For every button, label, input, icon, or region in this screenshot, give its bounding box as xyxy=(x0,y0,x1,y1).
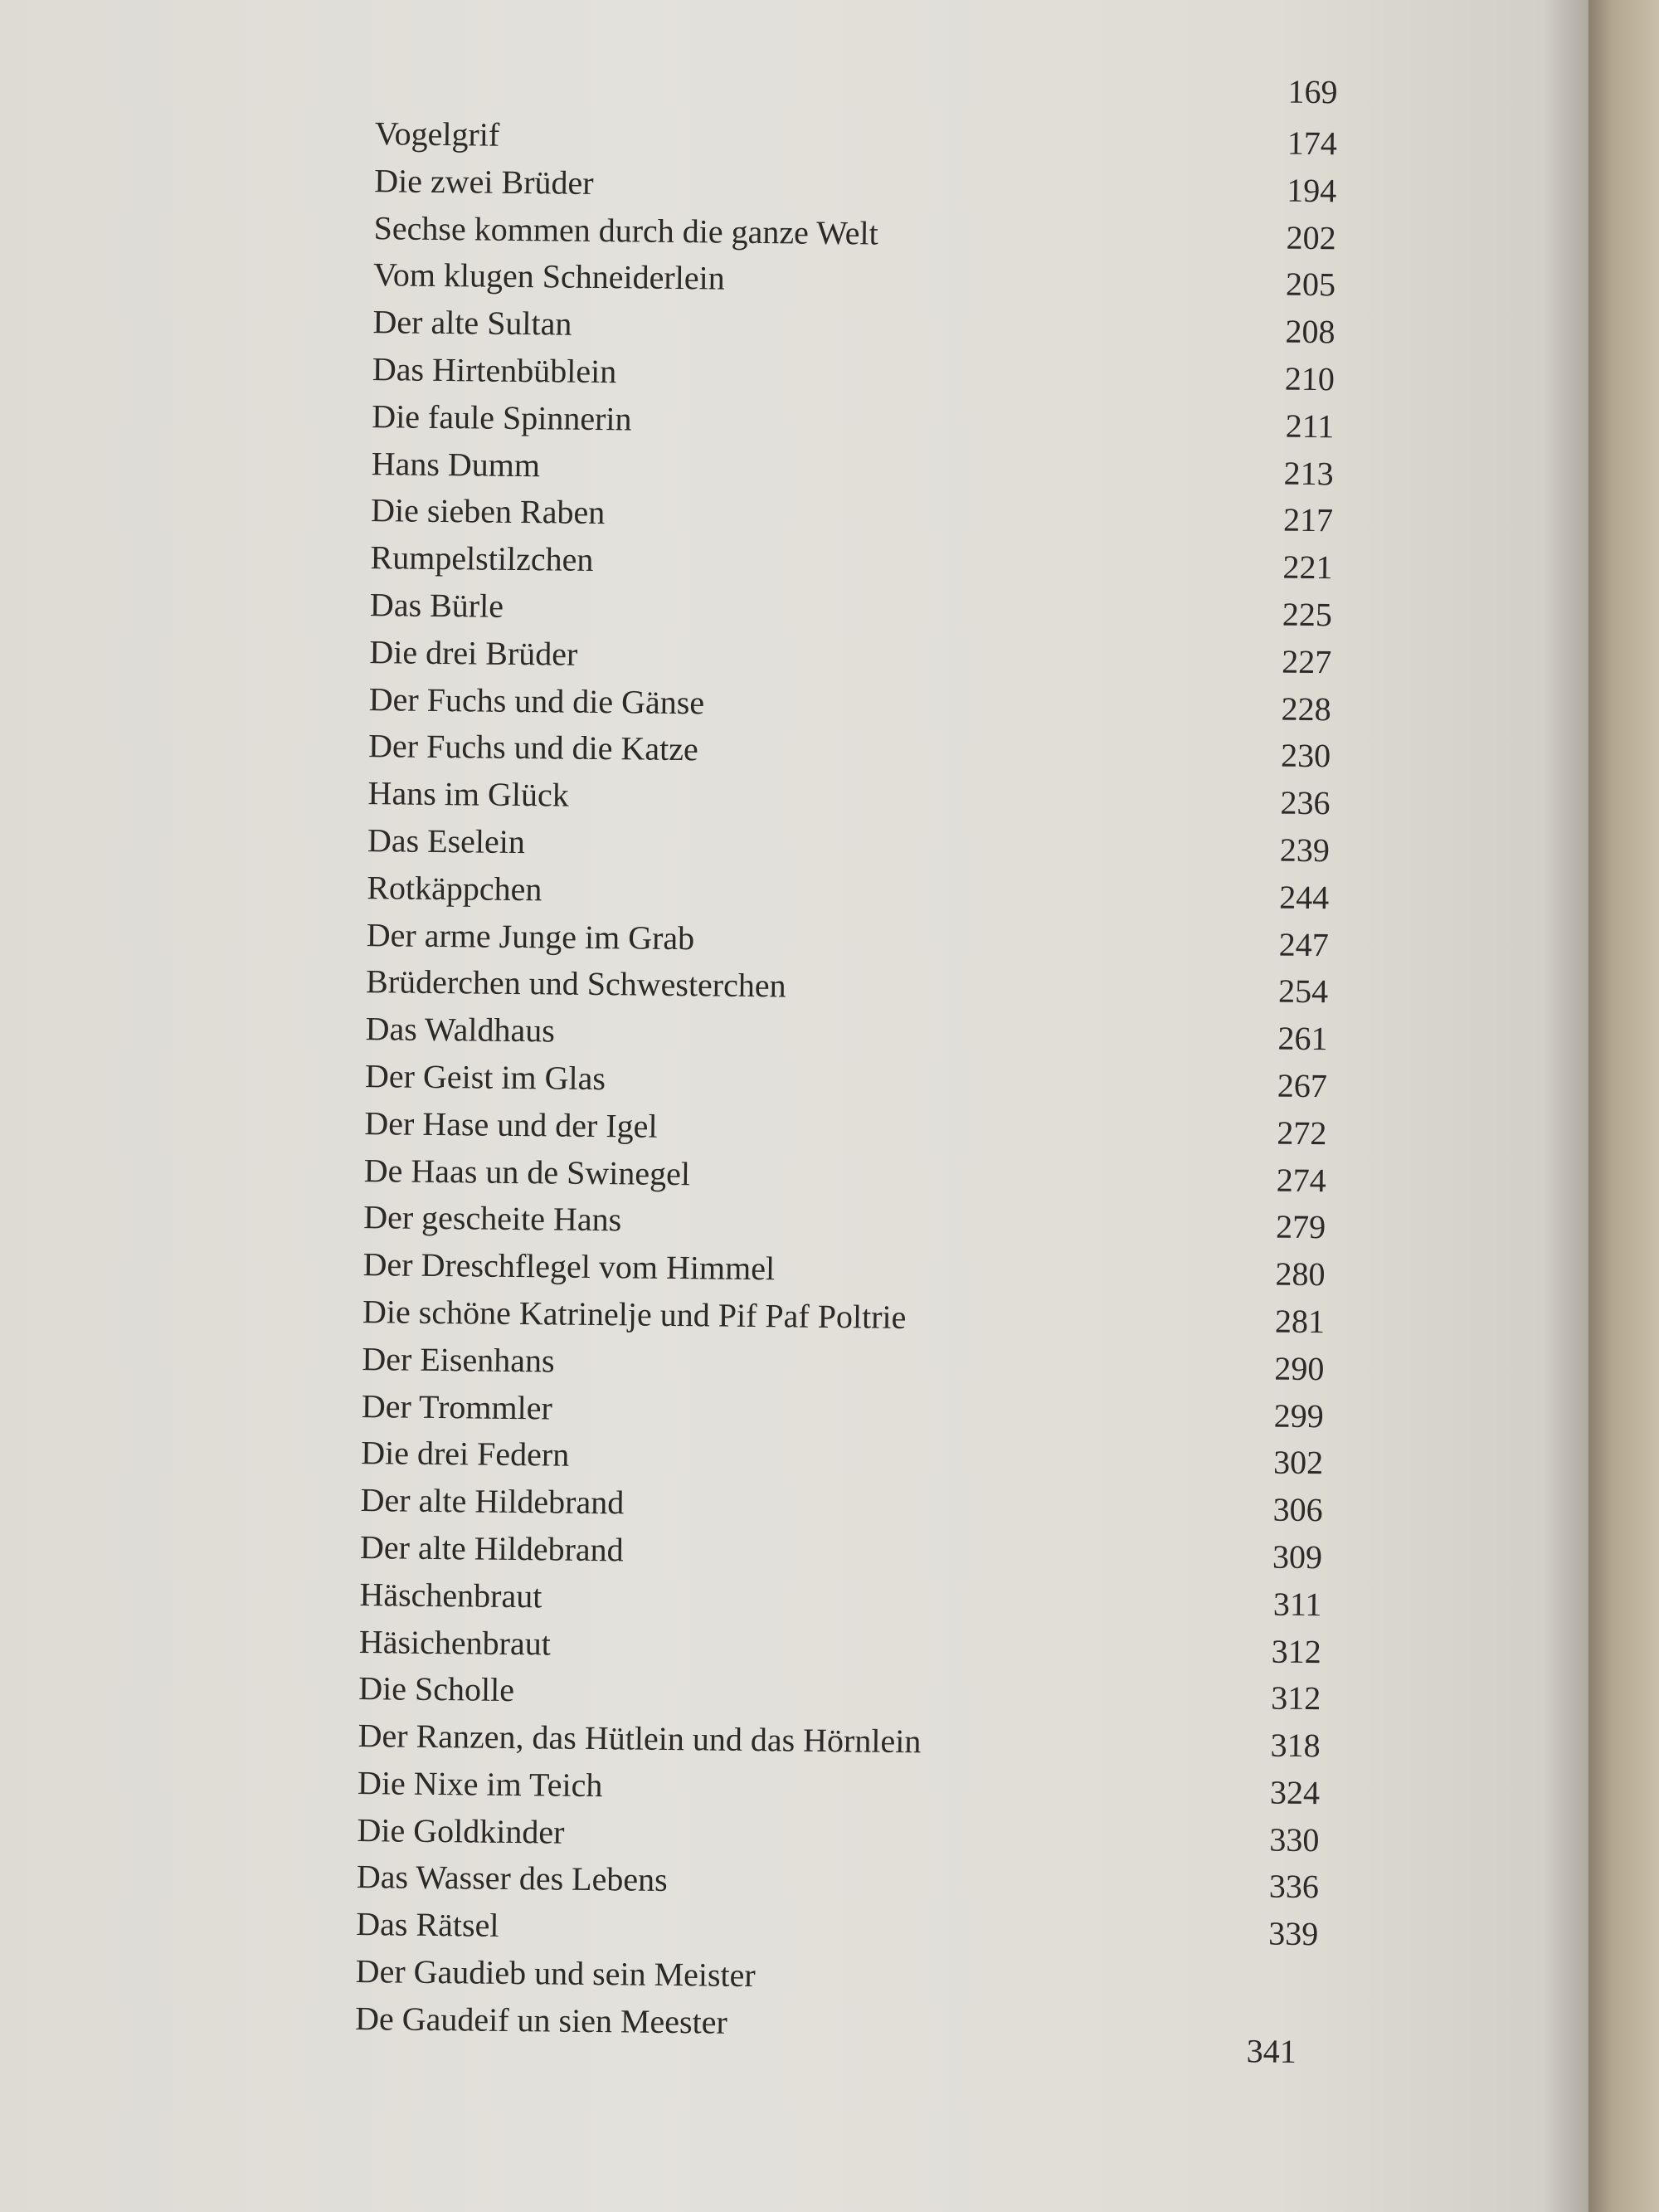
entry-title: Vom klugen Schneiderlein xyxy=(372,256,725,297)
entry-page-number: 225 xyxy=(1282,595,1333,634)
toc-entries xyxy=(355,110,1337,2053)
entry-page-number: 244 xyxy=(1279,878,1330,916)
entry-title: Hans Dumm xyxy=(371,444,541,484)
entry-title: Die sieben Raben xyxy=(370,491,606,532)
entry-page-number: 309 xyxy=(1272,1537,1323,1576)
entry-title: Die schöne Katrinelje und Pif Paf Poltrie xyxy=(362,1292,907,1336)
entry-page-number: 208 xyxy=(1285,312,1335,351)
entry-title: Der Fuchs und die Katze xyxy=(367,727,699,768)
entry-page-number: 247 xyxy=(1278,925,1329,963)
entry-page-number: 210 xyxy=(1284,359,1335,398)
entry-title: Die drei Federn xyxy=(361,1434,570,1474)
entry-title: Der Ranzen, das Hütlein und das Hörnlein xyxy=(358,1717,922,1761)
entry-page-number: 280 xyxy=(1275,1255,1326,1294)
entry-page-number: 194 xyxy=(1287,171,1337,210)
entry-page-number: 299 xyxy=(1273,1396,1325,1435)
entry-page-number: 330 xyxy=(1269,1820,1320,1859)
toc-entry xyxy=(355,1995,1318,2053)
entry-page-number: 230 xyxy=(1280,736,1331,775)
entry-title: Häschenbraut xyxy=(359,1575,542,1615)
book-edge xyxy=(1588,0,1659,2212)
entry-title: Rumpelstilzchen xyxy=(370,538,594,579)
entry-page-number: 324 xyxy=(1269,1773,1321,1812)
entry-title: Hans im Glück xyxy=(367,774,569,814)
top-page-number: 169 xyxy=(1287,72,1338,111)
entry-page-number: 228 xyxy=(1281,689,1331,728)
entry-title: Der Trommler xyxy=(361,1386,553,1426)
entry-page-number: 312 xyxy=(1271,1632,1322,1670)
entry-page-number: 221 xyxy=(1282,548,1333,587)
entry-title: Die drei Brüder xyxy=(369,632,578,673)
entry-title: Die Nixe im Teich xyxy=(357,1763,603,1805)
entry-title: Die Goldkinder xyxy=(357,1810,565,1851)
entry-page-number: 306 xyxy=(1272,1490,1323,1529)
entry-title: Das Bürle xyxy=(369,586,504,625)
entry-title: Die zwei Brüder xyxy=(374,161,594,202)
entry-title: Das Eselein xyxy=(367,821,526,861)
entry-title: Die Scholle xyxy=(358,1669,515,1709)
entry-page-number: 227 xyxy=(1282,642,1332,681)
entry-page-number: 290 xyxy=(1274,1349,1325,1387)
entry-page-number: 267 xyxy=(1277,1066,1328,1105)
entry-title: Der Eisenhans xyxy=(362,1339,555,1380)
entry-title: Der Geist im Glas xyxy=(364,1057,606,1098)
entry-page-number: 272 xyxy=(1277,1113,1327,1152)
entry-page-number: 254 xyxy=(1277,972,1329,1011)
entry-page-number: 261 xyxy=(1277,1019,1328,1058)
entry-title: De Gaudeif un sien Meester xyxy=(354,1999,728,2041)
entry-page-number: 339 xyxy=(1267,1914,1319,1953)
entry-title: Rotkäppchen xyxy=(367,868,542,909)
entry-title: Brüderchen und Schwesterchen xyxy=(365,962,786,1005)
entry-page-number: 281 xyxy=(1274,1302,1326,1341)
entry-page-number: 318 xyxy=(1270,1726,1321,1765)
entry-title: Der gescheite Hans xyxy=(362,1198,622,1239)
entry-title: Der alte Hildebrand xyxy=(359,1527,624,1569)
entry-title: De Haas un de Swinegel xyxy=(363,1151,691,1192)
entry-title: Das Waldhaus xyxy=(365,1010,556,1050)
entry-title: Der Gaudieb und sein Meister xyxy=(355,1952,757,1995)
entry-title: Das Hirtenbüblein xyxy=(372,350,617,391)
entry-page-number: 302 xyxy=(1272,1443,1324,1482)
bottom-page-number: 341 xyxy=(1246,2032,1297,2070)
entry-page-number: 311 xyxy=(1272,1585,1322,1623)
entry-title: Der alte Hildebrand xyxy=(360,1481,625,1522)
entry-title: Sechse kommen durch die ganze Welt xyxy=(373,208,878,252)
entry-title: Der Dreschflegel vom Himmel xyxy=(362,1245,776,1288)
entry-title: Vogelgrif xyxy=(374,114,500,153)
entry-page-number: 174 xyxy=(1287,124,1338,163)
entry-title: Das Rätsel xyxy=(356,1905,499,1945)
entry-title: Das Wasser des Lebens xyxy=(356,1858,668,1899)
entry-title: Die faule Spinnerin xyxy=(372,397,632,438)
entry-title: Häsichenbraut xyxy=(358,1622,552,1662)
entry-page-number: 202 xyxy=(1286,218,1336,256)
entry-title: Der Hase und der Igel xyxy=(364,1104,658,1145)
entry-page-number: 213 xyxy=(1283,454,1334,492)
entry-title: Der Fuchs und die Gänse xyxy=(368,680,705,721)
entry-title: Der arme Junge im Grab xyxy=(366,915,695,957)
entry-page-number: 205 xyxy=(1285,266,1336,304)
entry-page-number: 336 xyxy=(1268,1868,1320,1906)
entry-page-number: 274 xyxy=(1276,1161,1326,1199)
entry-page-number: 279 xyxy=(1275,1207,1326,1246)
entry-page-number xyxy=(1235,1957,1318,1958)
entry-title: Der alte Sultan xyxy=(372,303,572,343)
entry-page-number: 236 xyxy=(1280,783,1331,822)
entry-page-number: 239 xyxy=(1279,831,1331,870)
entry-page-number: 217 xyxy=(1282,501,1334,539)
entry-page-number: 312 xyxy=(1270,1678,1321,1717)
entry-page-number: 211 xyxy=(1285,407,1335,446)
